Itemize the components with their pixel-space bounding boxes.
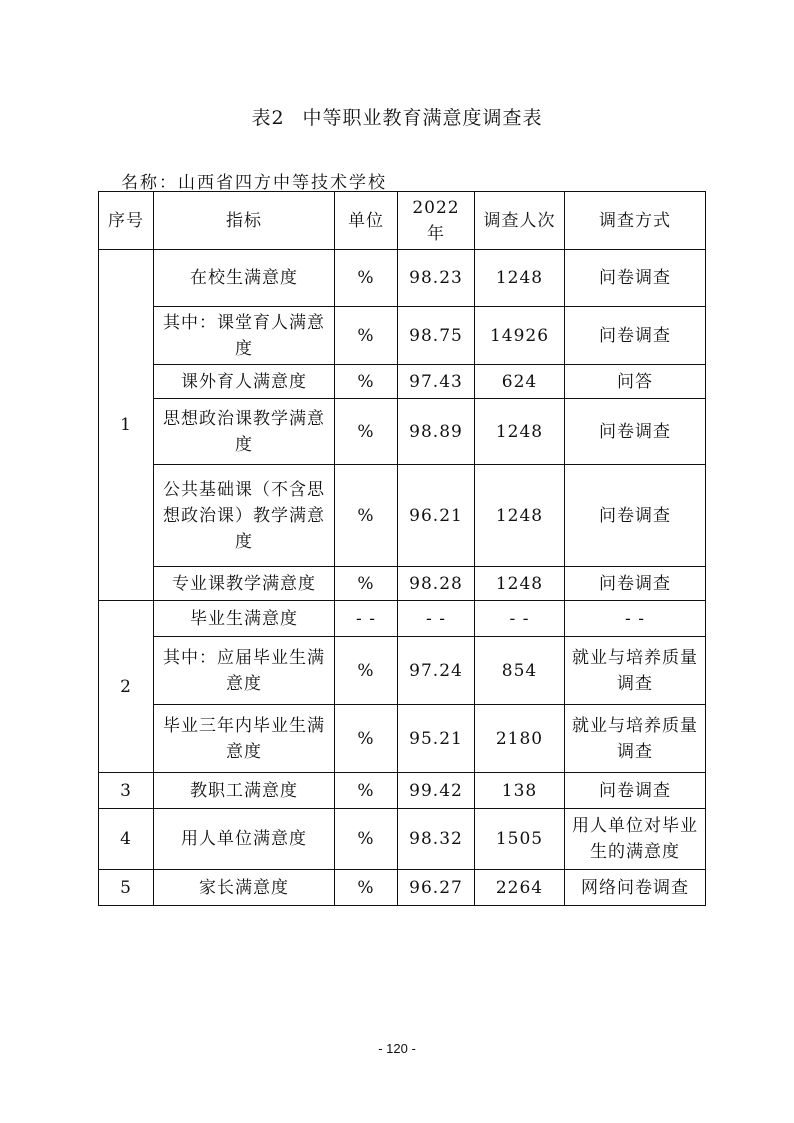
indicator-cell: 思想政治课教学满意度 (154, 399, 335, 465)
value-cell: 97.43 (398, 365, 475, 399)
count-cell: 1248 (475, 250, 565, 307)
table-number: 表2 (251, 107, 285, 129)
count-cell: 1505 (475, 809, 565, 870)
header-unit: 单位 (335, 192, 398, 250)
indicator-cell: 毕业生满意度 (154, 601, 335, 637)
method-cell: 问卷调查 (565, 399, 706, 465)
header-method: 调查方式 (565, 192, 706, 250)
value-cell: 98.32 (398, 809, 475, 870)
page-number: - 120 - (378, 1041, 416, 1056)
table-row (99, 465, 706, 567)
seq-cell: 2 (99, 601, 154, 773)
method-cell: 问答 (565, 365, 706, 399)
unit-cell: % (335, 250, 398, 307)
unit-cell: % (335, 399, 398, 465)
table-title-text: 中等职业教育满意度调查表 (302, 107, 543, 129)
indicator-cell: 专业课教学满意度 (154, 567, 335, 601)
method-cell: 就业与培养质量调查 (565, 637, 706, 705)
table-row (99, 705, 706, 773)
table-row (99, 307, 706, 365)
unit-cell: % (335, 637, 398, 705)
unit-cell: % (335, 870, 398, 906)
table-row (99, 399, 706, 465)
count-cell: 1248 (475, 465, 565, 567)
indicator-cell: 公共基础课（不含思想政治课）教学满意度 (154, 465, 335, 567)
table-header-row (99, 192, 706, 250)
unit-cell: % (335, 365, 398, 399)
table-row (99, 365, 706, 399)
method-cell: 问卷调查 (565, 567, 706, 601)
value-cell: 98.23 (398, 250, 475, 307)
method-cell: 问卷调查 (565, 250, 706, 307)
value-cell: 97.24 (398, 637, 475, 705)
value-cell: 96.27 (398, 870, 475, 906)
unit-cell: % (335, 705, 398, 773)
method-cell: 用人单位对毕业生的满意度 (565, 809, 706, 870)
method-cell: - - (565, 601, 706, 637)
table-row (99, 809, 706, 870)
method-cell: 问卷调查 (565, 773, 706, 809)
count-cell: - - (475, 601, 565, 637)
value-cell: 96.21 (398, 465, 475, 567)
value-cell: 98.28 (398, 567, 475, 601)
count-cell: 2180 (475, 705, 565, 773)
table-row (99, 250, 706, 307)
value-cell: - - (398, 601, 475, 637)
value-cell: 95.21 (398, 705, 475, 773)
table-row (99, 601, 706, 637)
count-cell: 2264 (475, 870, 565, 906)
method-cell: 网络问卷调查 (565, 870, 706, 906)
seq-cell: 1 (99, 250, 154, 601)
school-name-line: 名称：山西省四方中等技术学校 (121, 173, 387, 193)
count-cell: 138 (475, 773, 565, 809)
header-count: 调查人次 (475, 192, 565, 250)
seq-cell: 5 (99, 870, 154, 906)
value-cell: 98.75 (398, 307, 475, 365)
indicator-cell: 课外育人满意度 (154, 365, 335, 399)
indicator-cell: 用人单位满意度 (154, 809, 335, 870)
header-indicator: 指标 (154, 192, 335, 250)
count-cell: 1248 (475, 399, 565, 465)
unit-cell: - - (335, 601, 398, 637)
satisfaction-table (98, 191, 706, 906)
table-row (99, 637, 706, 705)
count-cell: 624 (475, 365, 565, 399)
header-year: 2022 年 (398, 192, 475, 250)
table-row (99, 773, 706, 809)
method-cell: 就业与培养质量调查 (565, 705, 706, 773)
header-seq: 序号 (99, 192, 154, 250)
unit-cell: % (335, 773, 398, 809)
method-cell: 问卷调查 (565, 307, 706, 365)
unit-cell: % (335, 809, 398, 870)
unit-cell: % (335, 307, 398, 365)
unit-cell: % (335, 465, 398, 567)
table-title (0, 103, 794, 130)
value-cell: 99.42 (398, 773, 475, 809)
indicator-cell: 毕业三年内毕业生满意度 (154, 705, 335, 773)
table-row (99, 567, 706, 601)
indicator-cell: 其中：课堂育人满意度 (154, 307, 335, 365)
table-row (99, 870, 706, 906)
indicator-cell: 家长满意度 (154, 870, 335, 906)
indicator-cell: 教职工满意度 (154, 773, 335, 809)
indicator-cell: 在校生满意度 (154, 250, 335, 307)
count-cell: 1248 (475, 567, 565, 601)
count-cell: 854 (475, 637, 565, 705)
seq-cell: 3 (99, 773, 154, 809)
table-body (99, 250, 706, 906)
indicator-cell: 其中：应届毕业生满意度 (154, 637, 335, 705)
unit-cell: % (335, 567, 398, 601)
count-cell: 14926 (475, 307, 565, 365)
method-cell: 问卷调查 (565, 465, 706, 567)
value-cell: 98.89 (398, 399, 475, 465)
seq-cell: 4 (99, 809, 154, 870)
